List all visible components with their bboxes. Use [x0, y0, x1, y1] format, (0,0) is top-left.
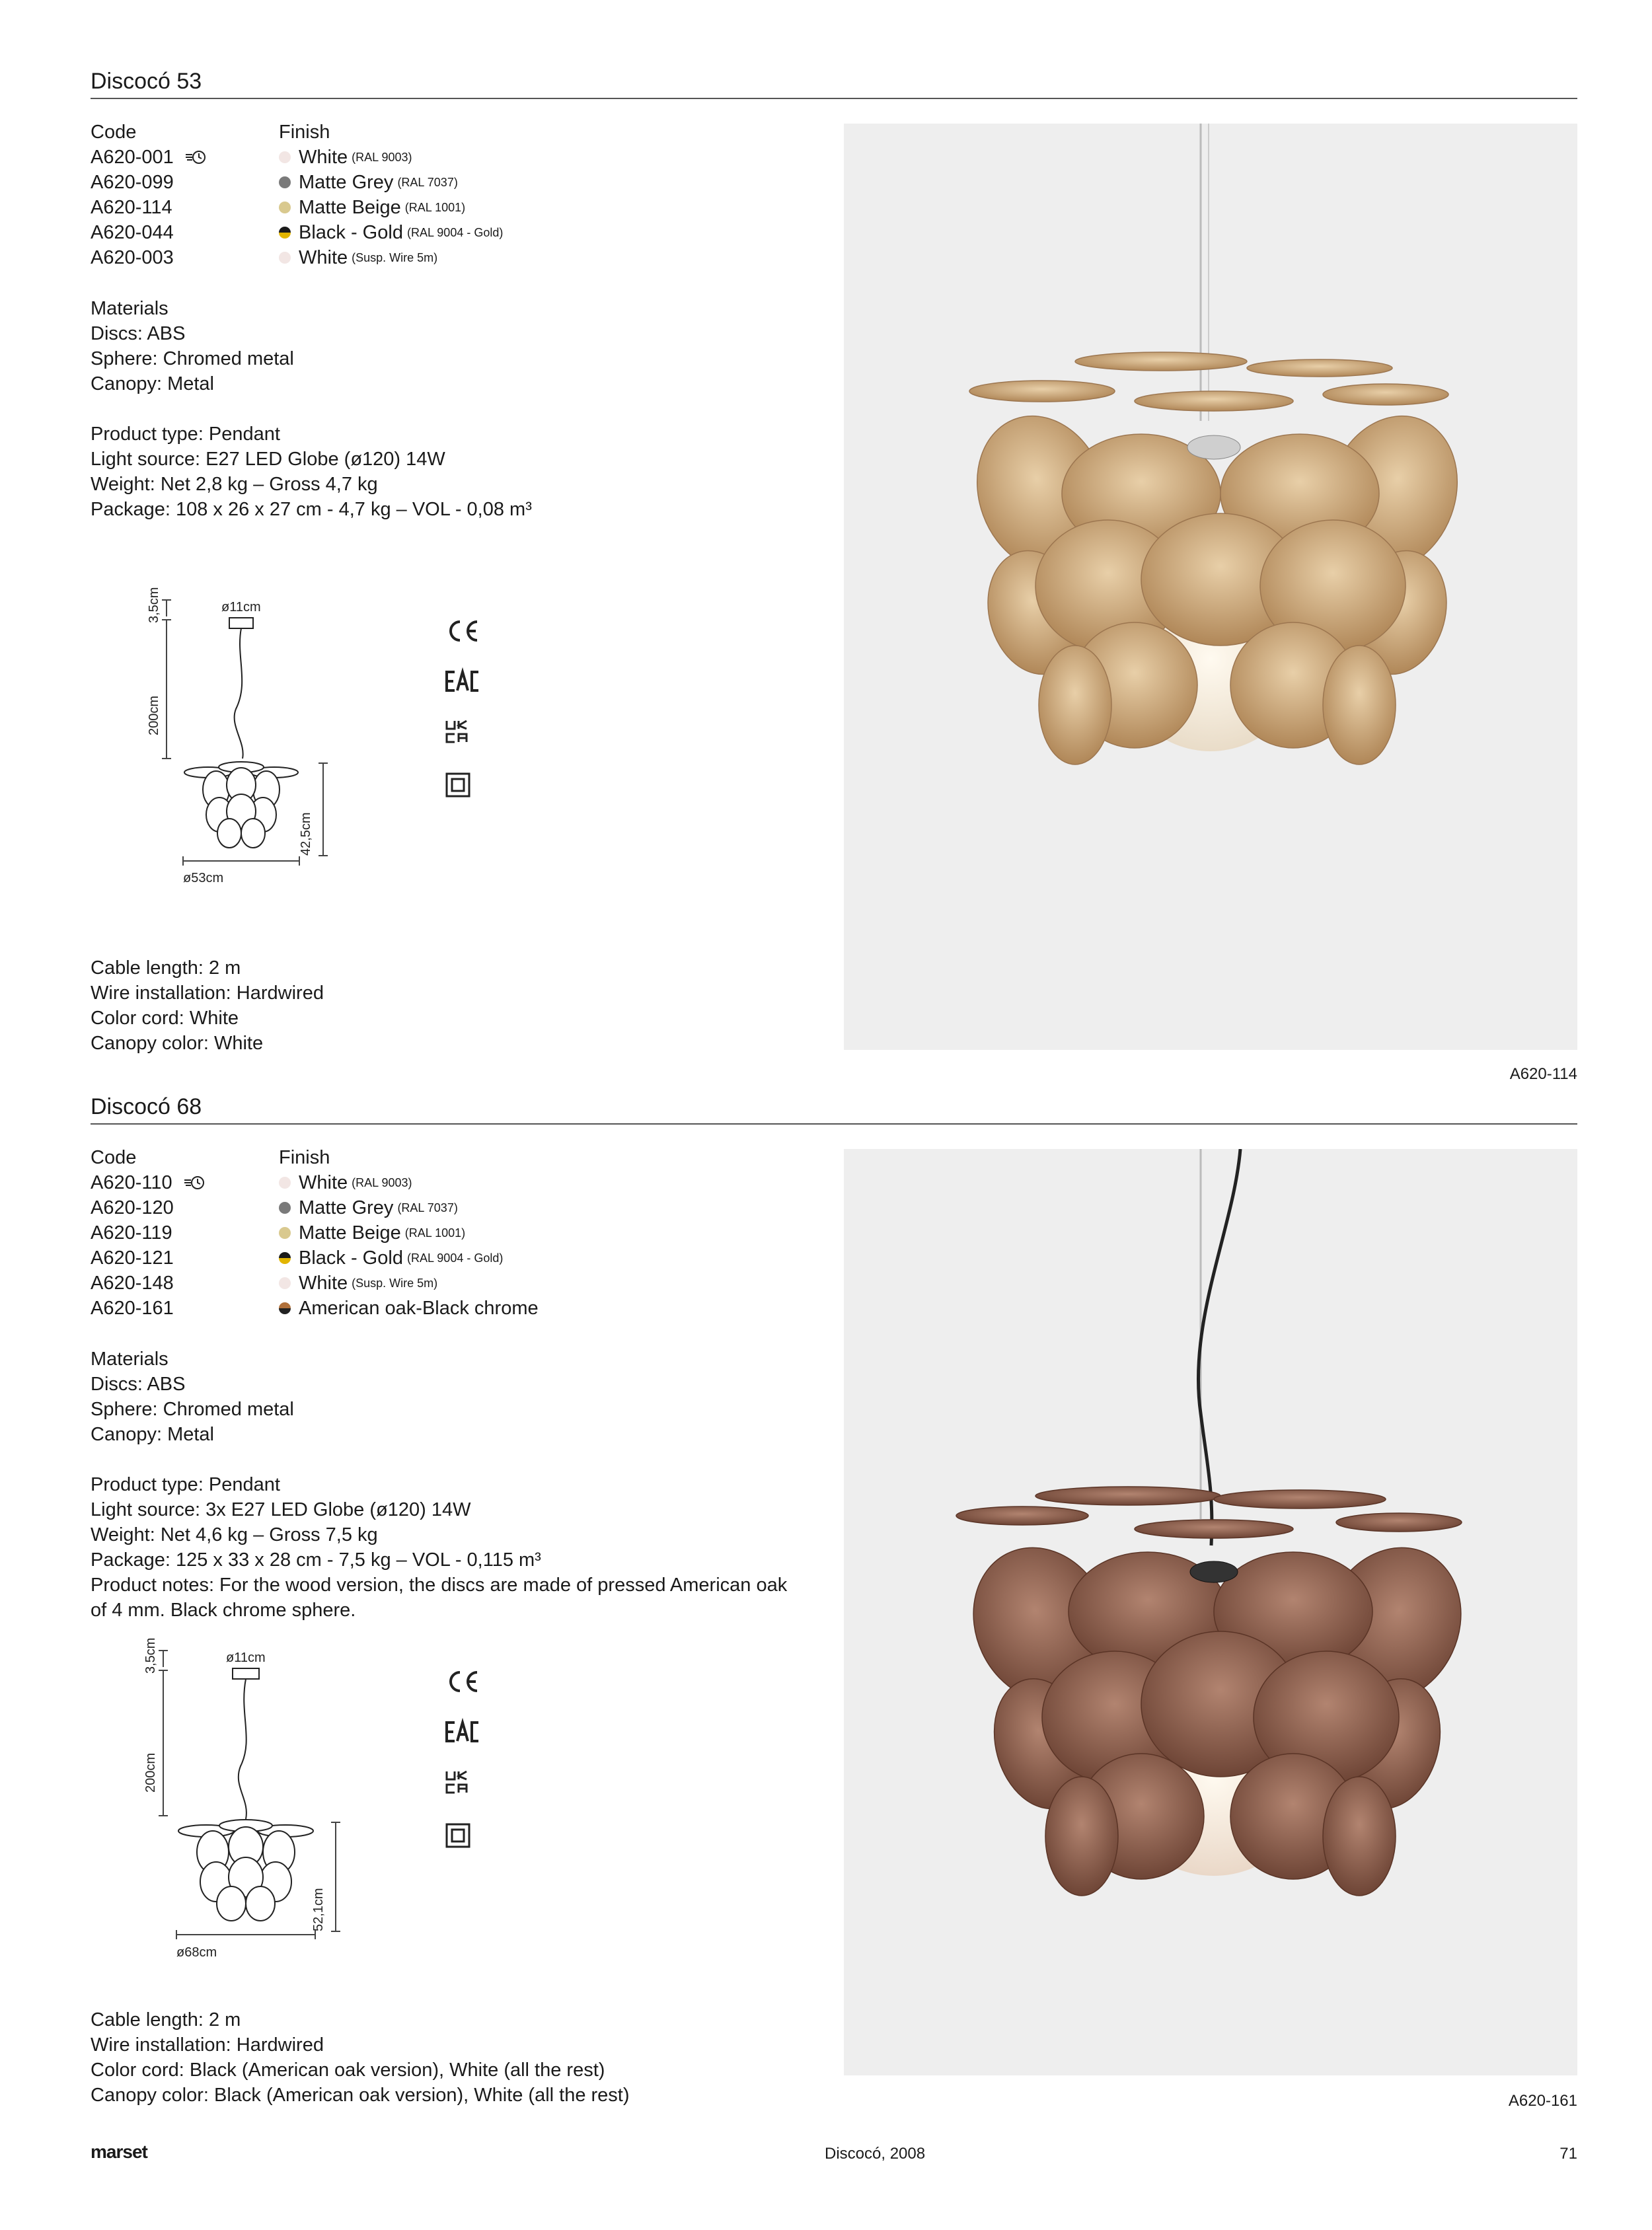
product-photo	[844, 124, 1577, 1050]
materials-block	[91, 296, 294, 396]
finish-item: Matte Beige (RAL 1001)	[279, 1220, 539, 1245]
code-item: A620-148	[91, 1273, 174, 1294]
code-item: A620-110	[91, 1170, 206, 1195]
cable-line: Canopy color: Black (American oak version), White (all the rest)	[91, 2085, 630, 2106]
cable-length-label: 200cm	[147, 695, 161, 735]
materials-line: Discs: ABS	[91, 323, 186, 344]
code-item: A620-121	[91, 1247, 174, 1269]
cable-line: Canopy color: White	[91, 1033, 264, 1054]
swatch-black-gold	[279, 227, 291, 239]
swatch-american-oak-black-chrome	[279, 1302, 291, 1314]
finish-column	[279, 120, 503, 270]
cable-line: Cable length: 2 m	[91, 957, 241, 979]
materials-heading: Materials	[91, 1349, 169, 1370]
code-item: A620-114	[91, 197, 172, 218]
canopy-height-label: 3,5cm	[147, 587, 161, 623]
finish-item: White (Susp. Wire 5m)	[279, 245, 503, 270]
ukca-mark-icon	[447, 1771, 467, 1793]
finish-item: Black - Gold (RAL 9004 - Gold)	[279, 220, 503, 245]
pendant-lamp-oak-illustration	[844, 1149, 1577, 2075]
product-line: Product notes: For the wood version, the discs are made of pressed American oak	[91, 1575, 788, 1596]
cable-length-label: 200cm	[143, 1752, 158, 1793]
code-header: Code	[91, 1147, 137, 1168]
swatch-matte-grey	[279, 1202, 291, 1214]
product-line: Package: 125 x 33 x 28 cm - 7,5 kg – VOL - 0,115 m³	[91, 1549, 541, 1571]
ce-mark-icon	[451, 1672, 477, 1691]
class-ii-icon	[447, 1824, 469, 1847]
swatch-matte-beige	[279, 202, 291, 213]
product-info-block	[91, 1472, 787, 1623]
dimension-drawing	[137, 583, 441, 927]
materials-block	[91, 1347, 294, 1447]
cable-line: Color cord: White	[91, 1008, 239, 1029]
photo-caption: A620-161	[1508, 2092, 1577, 2110]
finish-column	[279, 1145, 539, 1321]
cable-line: Wire installation: Hardwired	[91, 2034, 324, 2056]
code-item: A620-120	[91, 1197, 174, 1218]
certification-icons	[444, 1667, 484, 1878]
certification-icons	[444, 616, 484, 828]
code-column	[91, 120, 207, 270]
lamp-height-label: 42,5cm	[299, 812, 313, 856]
product-line: of 4 mm. Black chrome sphere.	[91, 1600, 356, 1621]
finish-item: Matte Grey (RAL 7037)	[279, 1195, 539, 1220]
eac-mark-icon	[447, 672, 478, 690]
finish-item: White (Susp. Wire 5m)	[279, 1271, 539, 1296]
ukca-mark-icon	[447, 721, 467, 742]
product-info-block	[91, 422, 532, 522]
materials-line: Canopy: Metal	[91, 1424, 214, 1445]
cable-info-block	[91, 955, 324, 1056]
finish-item: White (RAL 9003)	[279, 145, 503, 170]
swatch-white	[279, 151, 291, 163]
product-line: Light source: 3x E27 LED Globe (ø120) 14W	[91, 1499, 471, 1520]
finish-item: White (RAL 9003)	[279, 1170, 539, 1195]
class-ii-icon	[447, 774, 469, 796]
code-item: A620-003	[91, 247, 174, 268]
finish-item: American oak-Black chrome	[279, 1296, 539, 1321]
product-line: Light source: E27 LED Globe (ø120) 14W	[91, 449, 445, 470]
finish-item: Matte Grey (RAL 7037)	[279, 170, 503, 195]
code-item: A620-161	[91, 1298, 174, 1319]
swatch-matte-grey	[279, 176, 291, 188]
swatch-white	[279, 1177, 291, 1189]
section-rule	[91, 98, 1577, 99]
product-photo	[844, 1149, 1577, 2075]
swatch-black-gold	[279, 1252, 291, 1264]
code-item: A620-099	[91, 172, 174, 193]
materials-line: Sphere: Chromed metal	[91, 1399, 294, 1420]
product-section-discoco-68	[91, 1094, 1577, 2124]
swatch-matte-beige	[279, 1227, 291, 1239]
finish-header: Finish	[279, 1147, 330, 1168]
code-header: Code	[91, 122, 137, 143]
product-section-discoco-53	[91, 68, 1577, 1092]
dimmable-clock-icon	[184, 149, 207, 165]
page-number: 71	[1559, 2145, 1577, 2163]
product-line: Weight: Net 4,6 kg – Gross 7,5 kg	[91, 1524, 378, 1545]
lamp-height-label: 52,1cm	[311, 1888, 326, 1931]
eac-mark-icon	[447, 1723, 478, 1741]
product-line: Weight: Net 2,8 kg – Gross 4,7 kg	[91, 474, 378, 495]
lamp-diameter-label: ø68cm	[176, 1945, 217, 1960]
cable-info-block	[91, 2007, 630, 2108]
finish-item: Black - Gold (RAL 9004 - Gold)	[279, 1245, 539, 1271]
canopy-diameter-label: ø11cm	[226, 1651, 266, 1665]
brand-logo: marset	[91, 2141, 147, 2162]
materials-line: Sphere: Chromed metal	[91, 348, 294, 369]
cable-line: Color cord: Black (American oak version), White (all the rest)	[91, 2060, 605, 2081]
ce-mark-icon	[451, 622, 477, 640]
swatch-white	[279, 1277, 291, 1289]
materials-heading: Materials	[91, 298, 169, 319]
cable-line: Wire installation: Hardwired	[91, 983, 324, 1004]
product-line: Product type: Pendant	[91, 1474, 280, 1495]
product-line: Package: 108 x 26 x 27 cm - 4,7 kg – VOL - 0,08 m³	[91, 499, 532, 520]
code-item: A620-001	[91, 145, 207, 170]
photo-caption: A620-114	[1509, 1065, 1577, 1083]
finish-item: Matte Beige (RAL 1001)	[279, 195, 503, 220]
section-title: Discocó 53	[91, 69, 202, 94]
section-title: Discocó 68	[91, 1094, 202, 1119]
materials-line: Canopy: Metal	[91, 373, 214, 394]
canopy-diameter-label: ø11cm	[221, 600, 261, 614]
code-item: A620-119	[91, 1222, 172, 1244]
code-column	[91, 1145, 206, 1321]
dimmable-clock-icon	[183, 1175, 206, 1191]
dimension-drawing	[133, 1634, 437, 1991]
pendant-lamp-beige-illustration	[844, 124, 1577, 1050]
materials-line: Discs: ABS	[91, 1374, 186, 1395]
cable-line: Cable length: 2 m	[91, 2009, 241, 2030]
product-line: Product type: Pendant	[91, 424, 280, 445]
section-rule	[91, 1123, 1577, 1125]
footer-title: Discocó, 2008	[825, 2145, 926, 2163]
code-item: A620-044	[91, 222, 174, 243]
lamp-diameter-label: ø53cm	[183, 871, 224, 885]
canopy-height-label: 3,5cm	[143, 1637, 158, 1674]
swatch-white	[279, 252, 291, 264]
finish-header: Finish	[279, 122, 330, 143]
